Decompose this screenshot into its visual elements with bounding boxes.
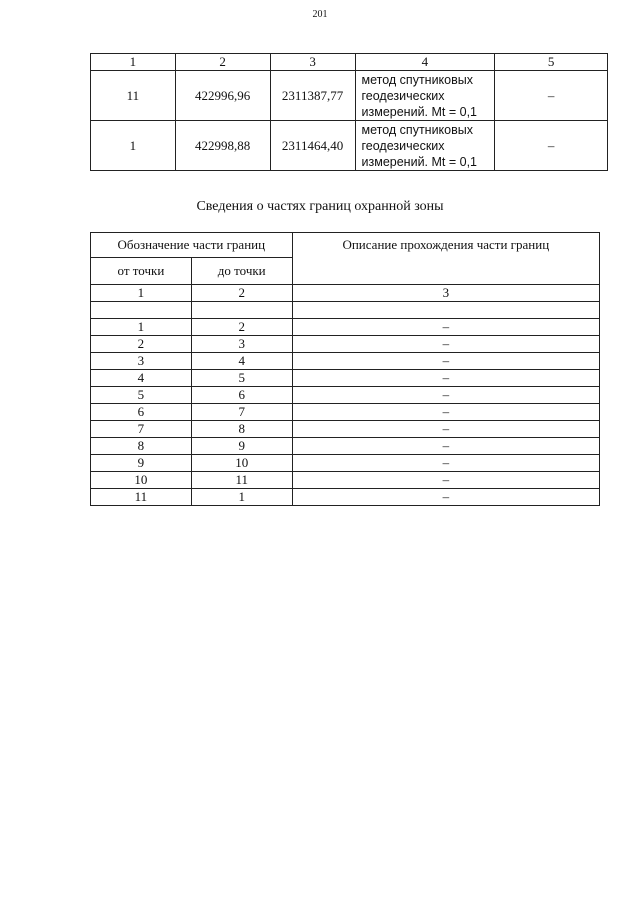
empty-cell: [292, 302, 599, 319]
to-point-cell: 10: [191, 455, 292, 472]
table-row: [91, 121, 608, 171]
page-number: 201: [312, 9, 328, 20]
table-row: [91, 404, 600, 421]
to-point-cell: 5: [191, 370, 292, 387]
table-row: [91, 353, 600, 370]
header-from-point: от точки: [91, 258, 192, 285]
empty-cell: [191, 302, 292, 319]
method-line: метод спутниковых: [361, 72, 473, 87]
to-point-cell: 7: [191, 404, 292, 421]
to-point-cell: 11: [191, 472, 292, 489]
column-number-row: [91, 285, 600, 302]
note-cell: –: [495, 121, 608, 171]
x-coordinate-cell: 422996,96: [175, 71, 270, 121]
description-cell: –: [292, 370, 599, 387]
table-row: [91, 421, 600, 438]
to-point-cell: 3: [191, 336, 292, 353]
from-point-cell: 6: [91, 404, 192, 421]
description-cell: –: [292, 455, 599, 472]
table-row: [91, 71, 608, 121]
description-cell: –: [292, 438, 599, 455]
to-point-cell: 9: [191, 438, 292, 455]
from-point-cell: 4: [91, 370, 192, 387]
description-cell: –: [292, 489, 599, 506]
from-point-cell: 2: [91, 336, 192, 353]
to-point-cell: 2: [191, 319, 292, 336]
to-point-cell: 4: [191, 353, 292, 370]
to-point-cell: 8: [191, 421, 292, 438]
col-number-3: 3: [292, 285, 599, 302]
from-point-cell: 5: [91, 387, 192, 404]
y-coordinate-cell: 2311464,40: [270, 121, 355, 171]
description-cell: –: [292, 421, 599, 438]
method-line: измерений. Mt = 0,1: [361, 104, 478, 119]
from-point-cell: 3: [91, 353, 192, 370]
coordinates-table: [90, 53, 608, 171]
col-number-2: 2: [175, 54, 270, 71]
table-row: [91, 472, 600, 489]
coordinates-header-row: [91, 54, 608, 71]
method-line: геодезических: [361, 138, 445, 153]
empty-row: [91, 302, 600, 319]
col-number-1: 1: [91, 285, 192, 302]
description-cell: –: [292, 472, 599, 489]
boundary-parts-table: [90, 232, 600, 506]
col-number-3: 3: [270, 54, 355, 71]
header-boundary-description: Описание прохождения части границ: [292, 233, 599, 285]
table-row: [91, 489, 600, 506]
method-line: метод спутниковых: [361, 122, 473, 137]
method-cell: [355, 71, 495, 121]
from-point-cell: 8: [91, 438, 192, 455]
description-cell: –: [292, 353, 599, 370]
description-cell: –: [292, 387, 599, 404]
empty-cell: [91, 302, 192, 319]
x-coordinate-cell: 422998,88: [175, 121, 270, 171]
method-cell: [355, 121, 495, 171]
description-cell: –: [292, 404, 599, 421]
header-to-point: до точки: [191, 258, 292, 285]
method-line: геодезических: [361, 88, 445, 103]
header-boundary-part-designation: Обозначение части границ: [91, 233, 293, 258]
to-point-cell: 1: [191, 489, 292, 506]
section-title: Сведения о частях границ охранной зоны: [196, 199, 444, 214]
col-number-1: 1: [91, 54, 176, 71]
col-number-5: 5: [495, 54, 608, 71]
from-point-cell: 7: [91, 421, 192, 438]
note-cell: –: [495, 71, 608, 121]
description-cell: –: [292, 336, 599, 353]
point-cell: 1: [91, 121, 176, 171]
from-point-cell: 9: [91, 455, 192, 472]
table-row: [91, 387, 600, 404]
header-row-group: [91, 233, 600, 258]
table-row: [91, 370, 600, 387]
description-cell: –: [292, 319, 599, 336]
method-line: измерений. Mt = 0,1: [361, 154, 478, 169]
table-row: [91, 336, 600, 353]
from-point-cell: 11: [91, 489, 192, 506]
from-point-cell: 1: [91, 319, 192, 336]
from-point-cell: 10: [91, 472, 192, 489]
y-coordinate-cell: 2311387,77: [270, 71, 355, 121]
point-cell: 11: [91, 71, 176, 121]
col-number-2: 2: [191, 285, 292, 302]
table-row: [91, 438, 600, 455]
table-row: [91, 319, 600, 336]
table-row: [91, 455, 600, 472]
col-number-4: 4: [355, 54, 495, 71]
to-point-cell: 6: [191, 387, 292, 404]
